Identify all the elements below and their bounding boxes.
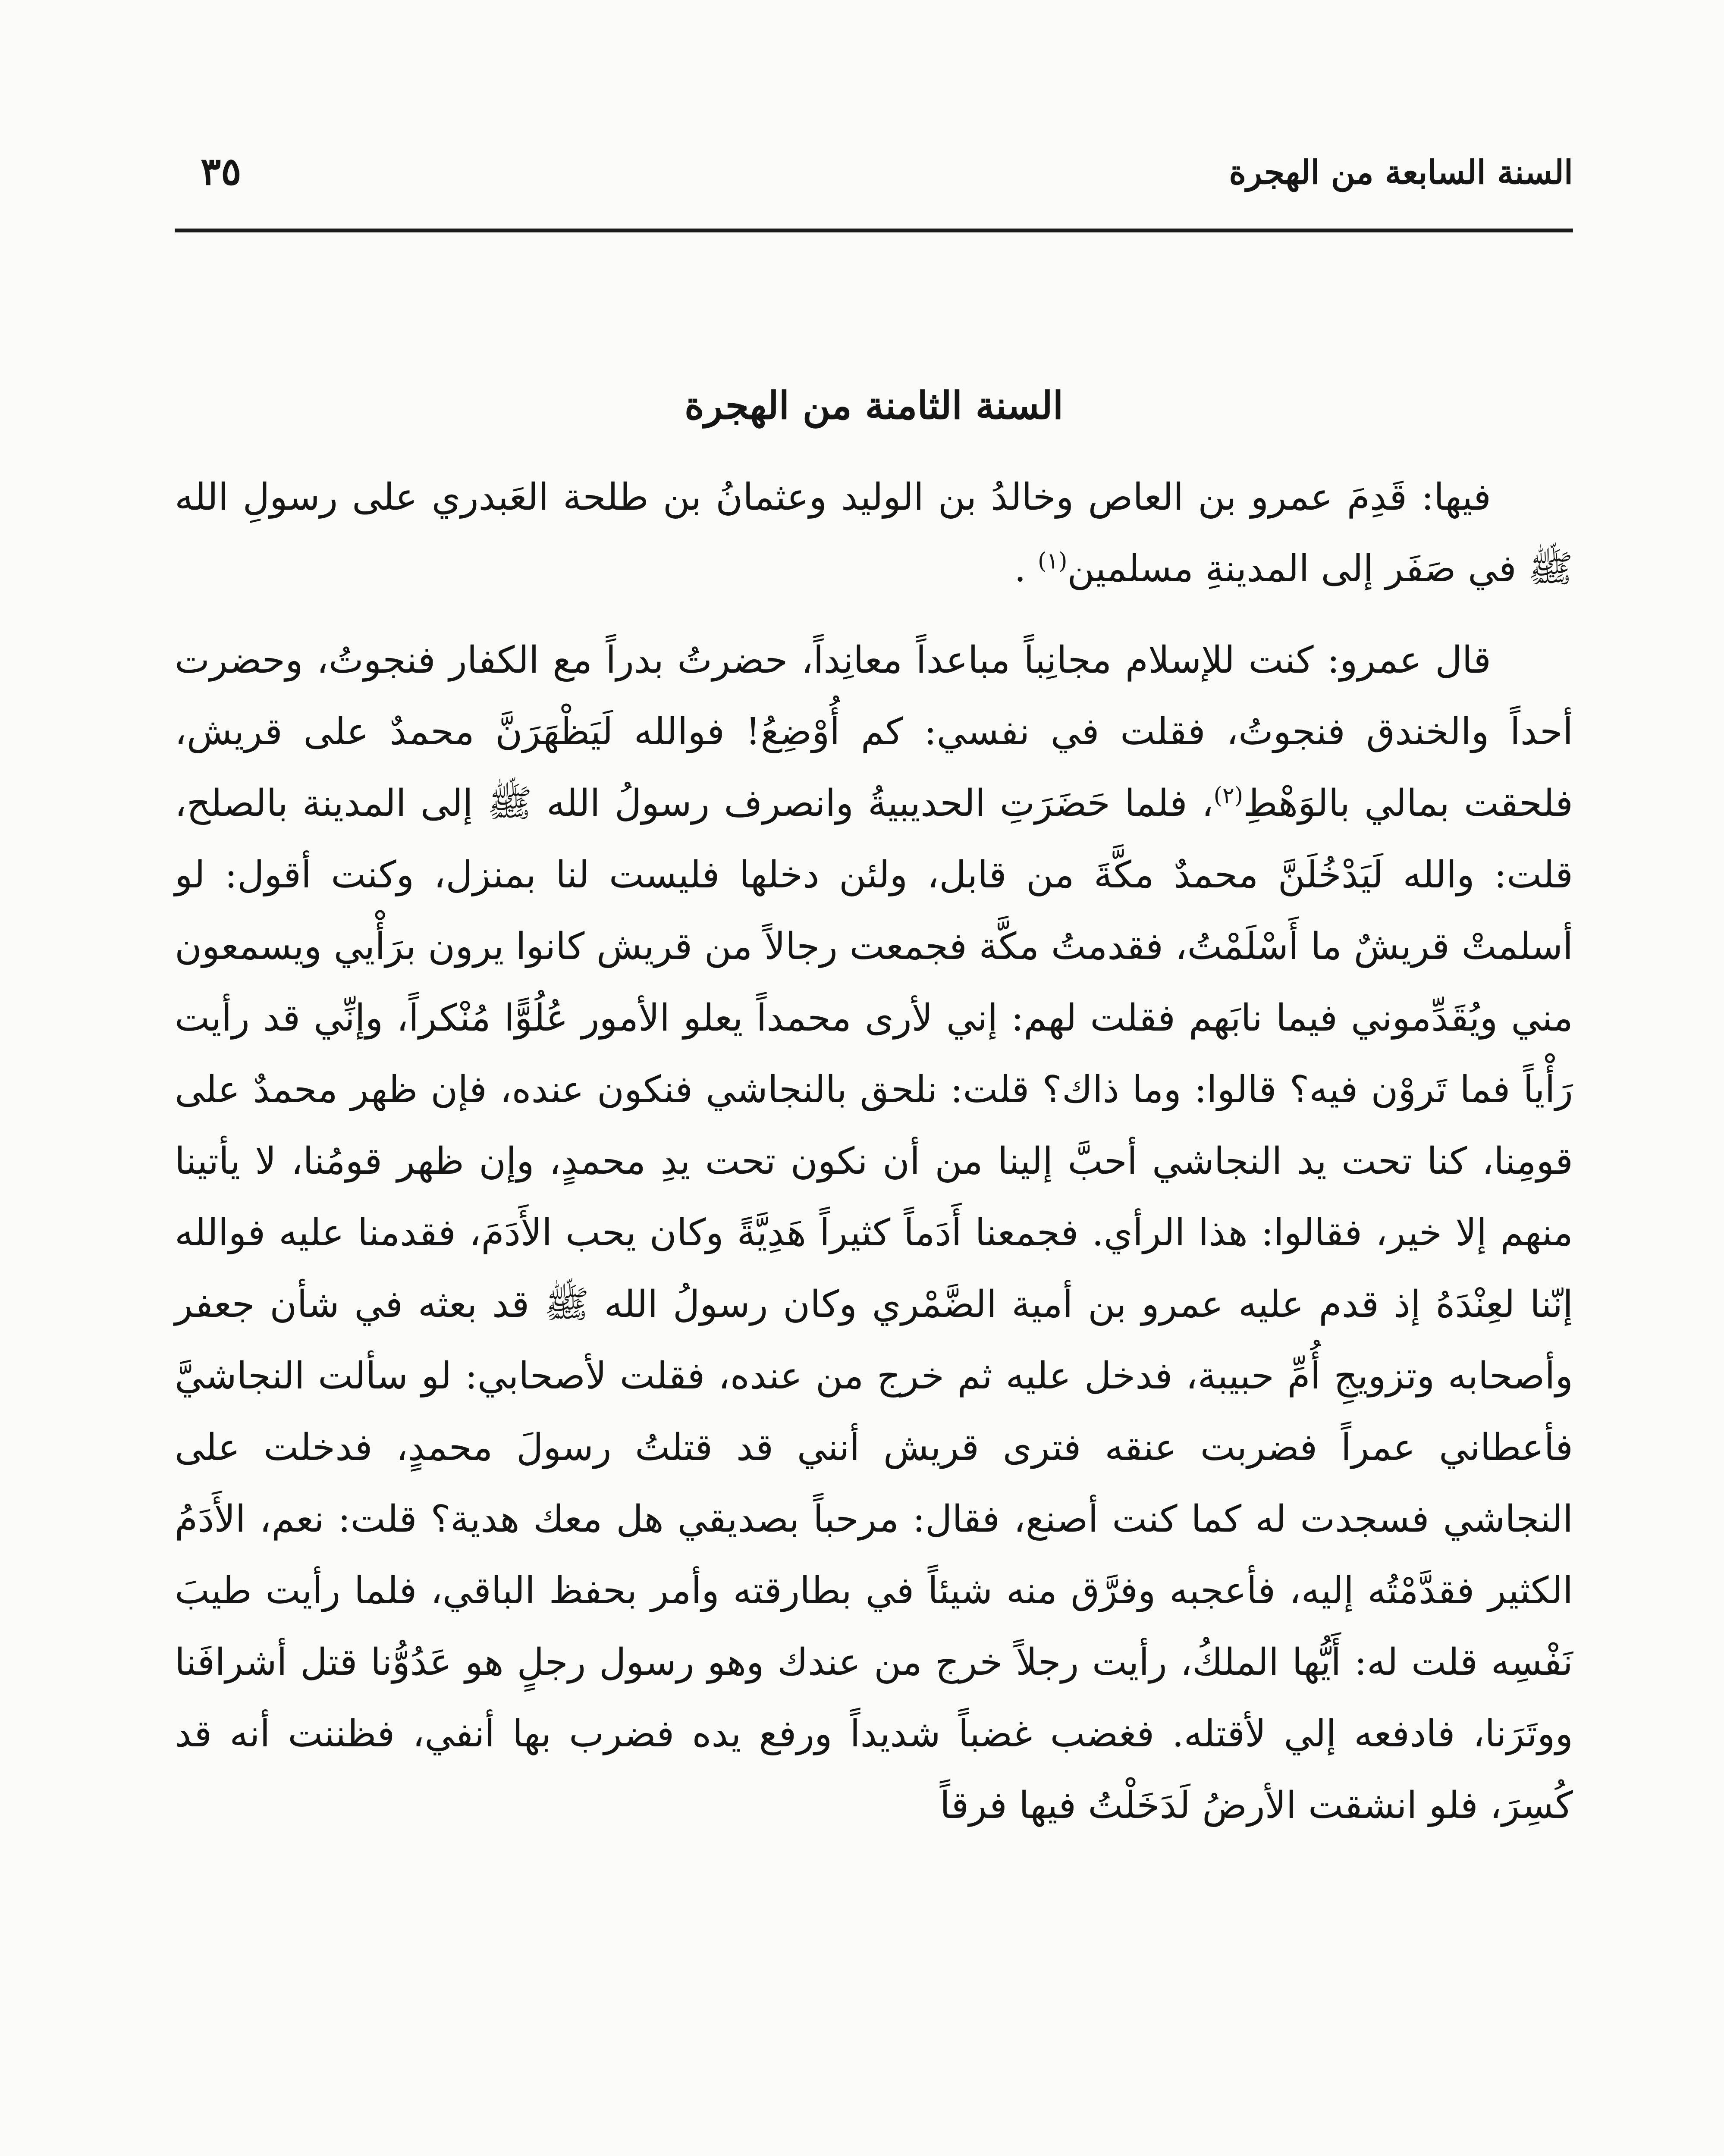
main-text — [175, 379, 1573, 1861]
paragraph-2 — [175, 624, 1573, 1841]
paragraph-2-tail: ، فلما حَضَرَتِ الحديبيةُ وانصرف رسولُ الله ﷺ إلى المدينة بالصلح، قلت: والله لَيَدْخُلَنَّ محمدٌ مكَّةَ من قابل، ولئن دخلها فليست لنا بمنزل، وكنت أقول: لو أسلمتْ قريشٌ ما أَسْلَمْتُ، فقدمتُ مكَّة فجمعت رجالاً من قريش كانوا يرون برَأْيي ويسمعون مني ويُقَدِّموني فيما نابَهم فقلت لهم: إني لأرى محمداً يعلو الأمور عُلُوًّا مُنْكراً، وإنِّي قد رأيت رَأْياً فما تَروْن فيه؟ قالوا: وما ذاك؟ قلت: نلحق بالنجاشي فنكون عنده، فإن ظهر محمدٌ على قومِنا، كنا تحت يد النجاشي أحبَّ إلينا من أن نكون تحت يدِ محمدٍ، وإن ظهر قومُنا، لا يأتينا منهم إلا خير، فقالوا: هذا الرأي. فجمعنا أَدَماً كثيراً هَدِيَّةً وكان يحب الأَدَمَ، فقدمنا عليه فوالله إنّنا لعِنْدَهُ إذ قدم عليه عمرو بن أمية الضَّمْري وكان رسولُ الله ﷺ قد بعثه في شأن جعفر وأصحابه وتزويجِ أُمِّ حبيبة، فدخل عليه ثم خرج من عنده، فقلت لأصحابي: لو سألت النجاشيَّ فأعطاني عمراً فضربت عنقه فترى قريش أنني قد قتلتُ رسولَ محمدٍ، فدخلت على النجاشي فسجدت له كما كنت أصنع، فقال: مرحباً بصديقي هل معك هدية؟ قلت: نعم، الأَدَمُ الكثير فقدَّمْتُه إليه، فأعجبه وفرَّق منه شيئاً في بطارقته وأمر بحفظ الباقي، فلما رأيت طيبَ نَفْسِه قلت له: أَيُّها الملكُ، رأيت رجلاً خرج من عندك وهو رسول رجلٍ هو عَدُوُّنا قتل أشرافَنا ووتَرَنا، فادفعه إلي لأقتله. فغضب غضباً شديداً ورفع يده فضرب بها أنفي، فظننت أنه قد كُسِرَ، فلو انشقت الأرضُ لَدَخَلْتُ فيها فرقاً — [175, 782, 1573, 1827]
section-heading: السنة الثامنة من الهجرة — [684, 383, 1064, 428]
paragraph-1-text: فيها: قَدِمَ عمرو بن العاص وخالدُ بن الوليد وعثمانُ بن طلحة العَبدري على رسولِ الله ﷺ في صَفَر إلى المدينةِ مسلمين — [175, 476, 1573, 590]
paragraph-2-text: قال عمرو: كنت للإسلام مجانِباً مباعداً معانِداً، حضرتُ بدراً مع الكفار فنجوتُ، وحضرت أحداً والخندق فنجوتُ، فقلت في نفسي: كم أُوْضِعُ! فوالله لَيَظْهَرَنَّ محمدٌ على قريش، فلحقت بمالي بالوَهْطِ — [175, 639, 1573, 825]
page-header — [175, 149, 1573, 201]
footnote-ref-2[interactable]: (٢) — [1213, 783, 1244, 809]
running-title: السنة السابعة من الهجرة — [1229, 153, 1573, 191]
footnote-ref-1[interactable]: (١) — [1038, 548, 1068, 574]
page-number: ٣٥ — [201, 149, 242, 194]
header-rule — [175, 229, 1573, 232]
paragraph-1 — [175, 461, 1573, 605]
paragraph-1-tail: . — [1014, 547, 1038, 590]
